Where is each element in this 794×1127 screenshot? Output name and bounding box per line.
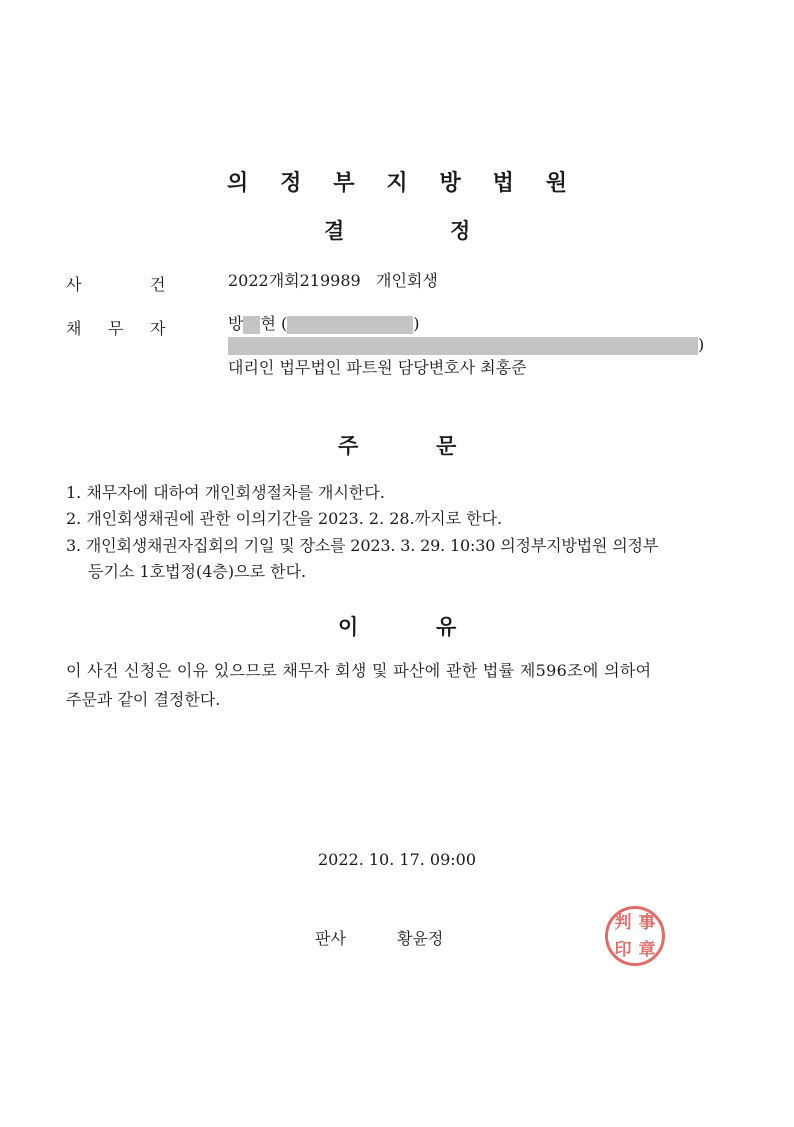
debtor-agent: 대리인 법무법인 파트원 담당변호사 최홍준 — [228, 358, 527, 377]
reason-line-2: 주문과 같이 결정한다. — [66, 690, 221, 709]
order-item-3: 3. 개인회생채권자집회의 기일 및 장소를 2023. 3. 29. 10:30 의정부지방법원 의정부 — [66, 536, 659, 555]
seal-char: 判 — [614, 912, 632, 933]
debtor-label-a: 채 — [66, 319, 82, 338]
address-paren-close: ) — [698, 335, 705, 354]
seal-char: 章 — [638, 939, 656, 960]
seal-char: 事 — [638, 912, 656, 933]
decision-date: 2022. 10. 17. 09:00 — [317, 850, 477, 869]
reason-line-1: 이 사건 신청은 이유 있으므로 채무자 회생 및 파산에 관한 법률 제596조에 의하여 — [66, 661, 652, 680]
judge-seal — [605, 906, 665, 966]
redaction-mask — [287, 316, 413, 334]
redaction-mask — [228, 337, 698, 355]
redaction-mask — [243, 316, 260, 334]
case-type: 개인회생 — [375, 271, 438, 290]
order-heading-right: 문 — [436, 434, 457, 458]
judge-title: 판사 — [315, 929, 346, 948]
debtor-label-c: 자 — [150, 319, 166, 338]
reason-heading-left: 이 — [338, 615, 359, 639]
id-paren-close: ) — [413, 314, 420, 333]
debtor-label-b: 무 — [108, 319, 124, 338]
doc-type-left: 결 — [324, 219, 345, 243]
court-name: 의 정 부 지 방 법 원 — [227, 171, 580, 196]
case-value — [228, 268, 438, 294]
doc-type-right: 정 — [450, 219, 471, 243]
order-item-2: 2. 개인회생채권에 관한 이의기간을 2023. 2. 28.까지로 한다. — [66, 509, 503, 528]
order-item-1: 1. 채무자에 대하여 개인회생절차를 개시한다. — [66, 483, 385, 502]
judge-name: 황윤정 — [397, 929, 444, 948]
debtor-name-first: 방 — [228, 314, 244, 333]
seal-char: 印 — [614, 939, 632, 960]
case-label-b: 건 — [150, 275, 166, 294]
case-label-a: 사 — [66, 275, 82, 294]
order-item-3-cont: 등기소 1호법정(4층)으로 한다. — [88, 562, 307, 581]
case-number: 2022개회219989 — [228, 271, 361, 290]
debtor-name-last: 현 — [260, 314, 276, 333]
reason-heading-right: 유 — [436, 615, 457, 639]
order-heading-left: 주 — [338, 434, 359, 458]
id-paren-open: ( — [281, 314, 288, 333]
